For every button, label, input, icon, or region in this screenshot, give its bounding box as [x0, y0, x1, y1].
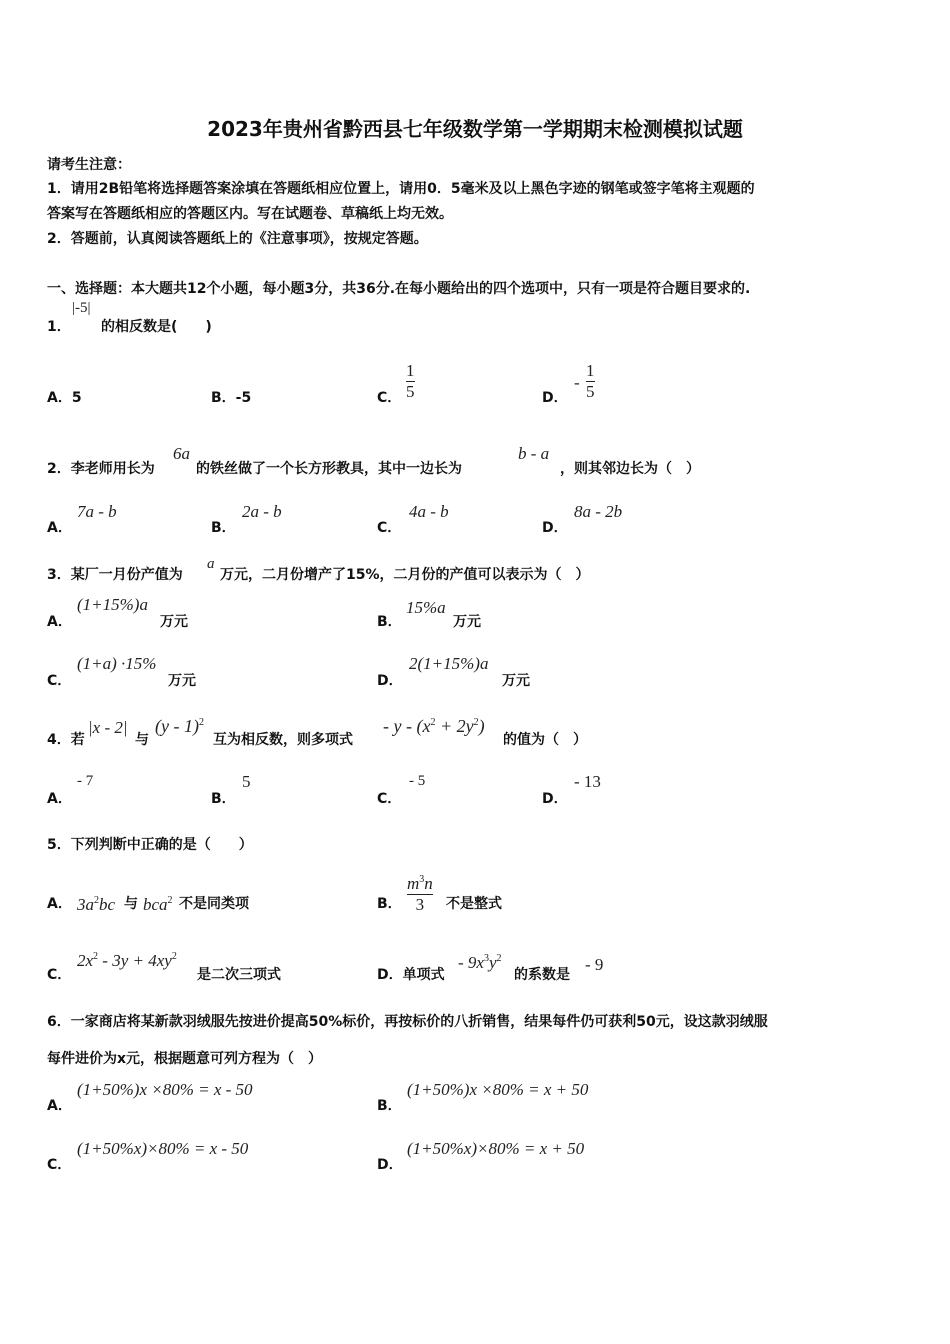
q1-number: 1． [47, 319, 71, 335]
q3-option-d-unit: 万元 [502, 673, 530, 689]
q6-option-c-label: C． [47, 1157, 72, 1173]
q2-expr1: 6a [173, 444, 190, 463]
q4-expr2: (y - 1)$^2$ [155, 716, 204, 736]
q3-expr: a [207, 556, 215, 572]
q4-option-a-label: A． [47, 791, 72, 807]
q2-option-b: 2a - b [242, 502, 282, 521]
q5-option-d-label: D．单项式 [377, 967, 445, 983]
q2-option-c-label: C． [377, 520, 402, 536]
q6-option-a: (1+50%)x ×80% = x - 50 [77, 1080, 253, 1099]
q5-option-b-label: B． [377, 896, 402, 912]
q1-text: 的相反数是( ) [101, 319, 212, 335]
q3-option-d: 2(1+15%)a [409, 654, 489, 673]
q3-post: 万元，二月份增产了15%，二月份的产值可以表示为（ ） [220, 567, 590, 583]
q3-option-a-label: A． [47, 614, 72, 630]
q4-mid1: 与 [135, 732, 149, 748]
q4-pre: 4．若 [47, 732, 85, 748]
q3-option-d-label: D． [377, 673, 403, 689]
q1-option-c-label: C． [377, 390, 402, 406]
q5-option-b-fraction: $\frac{m^3n}{3}$ [407, 874, 433, 914]
q1-option-b: B．-5 [211, 390, 252, 406]
q6-option-b-label: B． [377, 1098, 402, 1114]
q2-option-d: 8a - 2b [574, 502, 623, 521]
q2-option-a: 7a - b [77, 502, 117, 521]
q4-expr3: - $y - (x^2 + 2y^2)$ [383, 716, 485, 736]
q5-option-a-expr1: $3a^2bc$ [77, 895, 116, 914]
q6-option-d-label: D． [377, 1157, 403, 1173]
q4-option-c: - 5 [409, 773, 426, 789]
q1-option-d-fraction: $\frac{1}{5}$ [586, 361, 595, 401]
q6-option-b: (1+50%)x ×80% = x + 50 [407, 1080, 589, 1099]
q3-option-b-label: B． [377, 614, 402, 630]
q5-option-a-expr2: bca$^2$ [143, 895, 173, 914]
q5-option-d-value: - 9 [585, 955, 604, 974]
q4-mid2: 互为相反数，则多项式 [213, 732, 353, 748]
q5-text: 5．下列判断中正确的是（ ） [47, 837, 253, 853]
q6-line1: 6．一家商店将某新款羽绒服先按进价提高50%标价，再按标价的八折销售，结果每件仍可获利50元，设这款羽绒服 [47, 1014, 768, 1030]
q5-option-a-mid: 与 [124, 896, 138, 912]
q2-mid: 的铁丝做了一个长方形教具，其中一边长为 [196, 461, 462, 477]
q2-option-b-label: B． [211, 520, 236, 536]
q1-option-c-fraction: $\frac{1}{5}$ [406, 361, 415, 401]
notice-line2: 2．答题前，认真阅读答题纸上的《注意事项》，按规定答题。 [47, 231, 428, 247]
q4-option-d: - 13 [574, 772, 601, 791]
q2-expr2: b - a [518, 444, 550, 463]
q5-option-b-post: 不是整式 [446, 896, 502, 912]
q3-option-c: (1+a) ·15% [77, 654, 157, 673]
q4-option-a: - 7 [77, 773, 94, 789]
page-title: 2023年贵州省黔西县七年级数学第一学期期末检测模拟试题 [207, 117, 743, 141]
q4-option-b-label: B． [211, 791, 236, 807]
q2-option-d-label: D． [542, 520, 568, 536]
notice-heading: 请考生注意： [47, 157, 131, 173]
q3-option-c-label: C． [47, 673, 72, 689]
q4-option-d-label: D． [542, 791, 568, 807]
q3-option-a-unit: 万元 [160, 614, 188, 630]
q2-post: ，则其邻边长为（ ） [560, 461, 700, 477]
q5-option-d-post: 的系数是 [514, 967, 570, 983]
q1-option-d-sign: - [574, 373, 580, 392]
q4-post: 的值为（ ） [503, 732, 587, 748]
q5-option-c-post: 是二次三项式 [197, 967, 281, 983]
q3-option-b-unit: 万元 [453, 614, 481, 630]
q6-option-d: (1+50%x)×80% = x + 50 [407, 1139, 585, 1158]
q5-option-d-expr: - $9x^3y^2$ [458, 953, 502, 972]
q5-option-c-expr: $2x^2 - 3y + 4xy^2$ [77, 951, 177, 970]
q2-option-c: 4a - b [409, 502, 449, 521]
q2-option-a-label: A． [47, 520, 72, 536]
notice-line1a: 1．请用2B铅笔将选择题答案涂填在答题纸相应位置上，请用0．5毫米及以上黑色字迹的钢笔或签字笔将主观题的 [47, 181, 755, 197]
q3-option-b: 15%a [406, 598, 446, 617]
q6-option-c: (1+50%x)×80% = x - 50 [77, 1139, 249, 1158]
q6-line2: 每件进价为x元，根据题意可列方程为（ ） [47, 1051, 323, 1067]
q3-option-a: (1+15%)a [77, 595, 148, 614]
q3-option-c-unit: 万元 [168, 673, 196, 689]
q1-expr: |-5| [72, 300, 91, 316]
q6-option-a-label: A． [47, 1098, 72, 1114]
q5-option-a-label: A． [47, 896, 72, 912]
q4-option-b: 5 [242, 772, 251, 791]
q5-option-c-label: C． [47, 967, 72, 983]
q5-option-a-post: 不是同类项 [179, 896, 249, 912]
q1-option-a: A．5 [47, 390, 82, 406]
q2-pre: 2．李老师用长为 [47, 461, 155, 477]
notice-line1b: 答案写在答题纸相应的答题区内。写在试题卷、草稿纸上均无效。 [47, 206, 453, 222]
q4-option-c-label: C． [377, 791, 402, 807]
section-heading: 一、选择题：本大题共12个小题，每小题3分，共36分.在每小题给出的四个选项中，只有一项是符合题目要求的. [47, 281, 751, 297]
q4-expr1: |x - 2| [88, 718, 128, 737]
q3-pre: 3．某厂一月份产值为 [47, 567, 183, 583]
q1-option-d-label: D． [542, 390, 568, 406]
